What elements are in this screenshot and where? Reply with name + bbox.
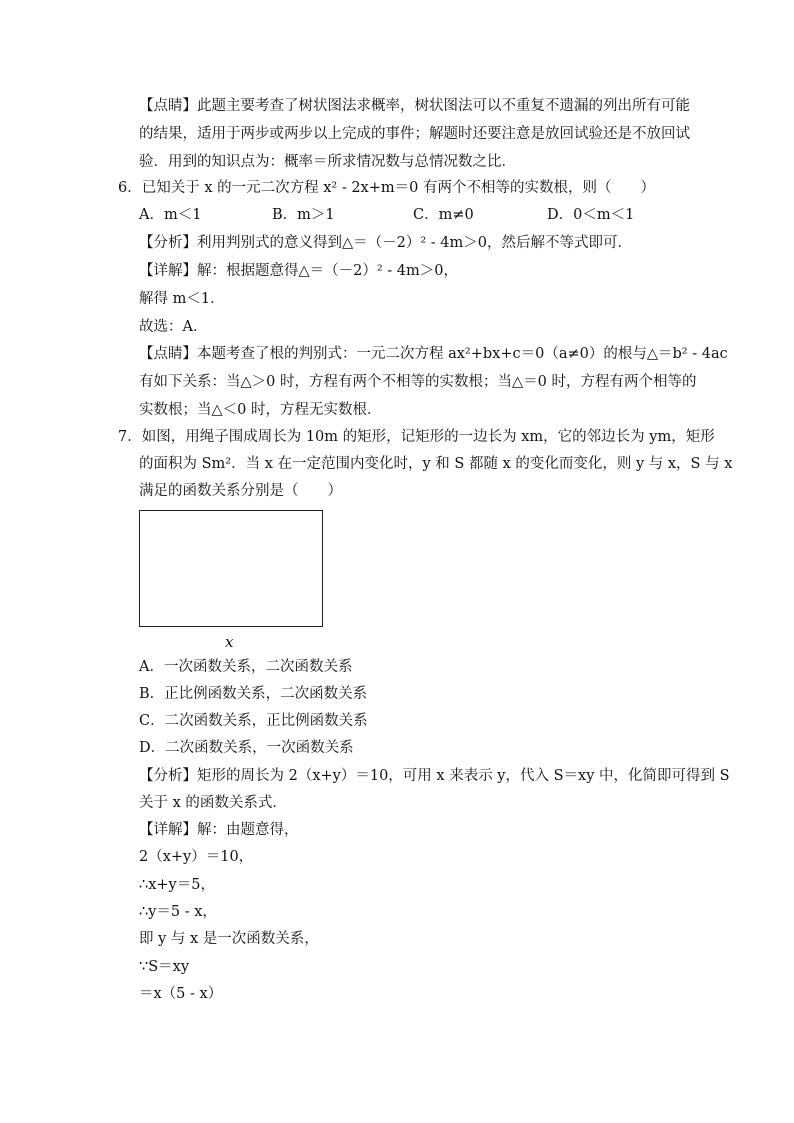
text-line: 【详解】解：由题意得， (139, 822, 299, 838)
figure-label: x (225, 633, 234, 651)
rectangle-figure (139, 510, 323, 627)
text-line: 解得 m＜1． (139, 291, 225, 307)
text-line: ∴y＝5 - x， (139, 904, 217, 920)
text-line: 【分析】矩形的周长为 2（x+y）＝10，可用 x 来表示 y，代入 S＝xy 中，化简即可得到 S (139, 768, 730, 784)
q6-option-a: A．m＜1 (139, 207, 202, 223)
q7-option-b: B．正比例函数关系，二次函数关系 (139, 686, 368, 702)
q6-option-d: D．0＜m＜1 (547, 207, 635, 223)
text-line: 有如下关系：当△＞0 时，方程有两个不相等的实数根；当△＝0 时，方程有两个相等的 (139, 374, 697, 390)
text-line: 实数根；当△＜0 时，方程无实数根． (139, 402, 382, 418)
text-line: ＝x（5 - x） (139, 986, 223, 1002)
text-line: 验．用到的知识点为：概率＝所求情况数与总情况数之比． (139, 154, 516, 170)
q6-option-b: B．m＞1 (272, 207, 335, 223)
text-line: 即 y 与 x 是一次函数关系， (139, 931, 319, 947)
text-line: 满足的函数关系分别是（ ） (139, 483, 342, 499)
text-line: 故选：A． (139, 319, 208, 335)
text-line: 关于 x 的函数关系式． (139, 795, 287, 811)
q6-option-c: C．m≠0 (413, 207, 474, 223)
text-line: 的面积为 Sm²．当 x 在一定范围内变化时，y 和 S 都随 x 的变化而变化，则 y 与 x，S 与 x (139, 456, 733, 472)
text-line: 的结果，适用于两步或两步以上完成的事件；解题时还要注意是放回试验还是不放回试 (139, 126, 690, 142)
q7-option-a: A．一次函数关系，二次函数关系 (139, 659, 353, 675)
q7-option-d: D．二次函数关系，一次函数关系 (139, 740, 354, 756)
text-line: 【分析】利用判别式的意义得到△＝（－2）² - 4m＞0，然后解不等式即可． (139, 235, 633, 251)
text-line: 【详解】解：根据题意得△＝（－2）² - 4m＞0， (139, 263, 459, 279)
text-line: 【点睛】此题主要考查了树状图法求概率，树状图法可以不重复不遗漏的列出所有可能 (139, 98, 690, 114)
question-7-stem: 7．如图，用绳子围成周长为 10m 的矩形，记矩形的一边长为 xm，它的邻边长为 ym，矩形 (118, 429, 715, 445)
text-line: ∴x+y＝5， (139, 877, 215, 893)
text-line: ∵S＝xy (139, 959, 190, 975)
text-line: 【点睛】本题考查了根的判别式：一元二次方程 ax²+bx+c＝0（a≠0）的根与△＝b² - 4ac (139, 346, 728, 362)
text-line: 2（x+y）＝10， (139, 849, 254, 865)
question-6-stem: 6．已知关于 x 的一元二次方程 x² - 2x+m＝0 有两个不相等的实数根，则（ ） (118, 180, 655, 196)
q7-option-c: C．二次函数关系，正比例函数关系 (139, 713, 368, 729)
